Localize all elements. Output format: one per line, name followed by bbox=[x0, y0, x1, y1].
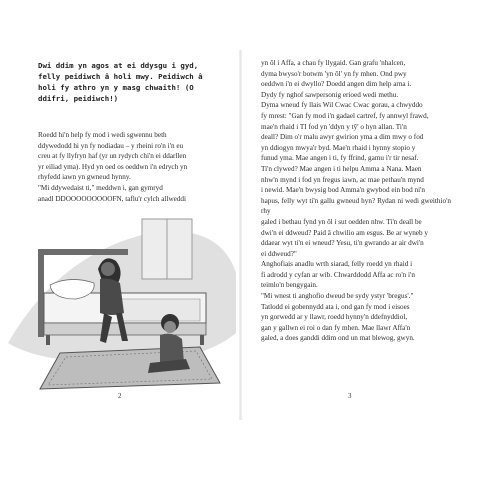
right-paragraph: yn ôl i Affa, a chau fy llygaid. Gan grafu 'nhalcen, dyma bwyso'r botwm 'yn ôl' yn fy mhen. Ond pwy oeddwn i'n ei dwyllo? Doedd angen dim help arna i. Dydy fy nghof sawpersonig erioed wedi methu. Dyma wneud fy llais Wil Cwac Cwac gorau, a chwyddo fy mrest: "Gan fy mod i'n gadael cartref, fy annwyl frawd, mae'n rhaid i TI fod yn 'ddyn y tŷ' o hyn allan. Ti'n deall? Dim o'r malu awyr gwirion yma a dim mwy o fod yn ddiogyn mwya'r byd. Mae'n rhaid i hynny stopio y funud yma. Mae angen i ti, fy ffrind, gamu i'r tir nesaf. Ti'n clywed? Mae angen i ti helpu Amma a Nana. Maen nhw'n mynd i fod yn fregus iawn, ac mae pethau'n mynd i newid. Mae'n bwysig bod Amma'n gwybod ein bod ni'n hapus, felly wyt ti'n gallu gwneud hyn? Rydan ni wedi gweithio'n rhy galed i bethau fynd yn ôl i sut oedden nhw. Ti'n deall be dwi'n ei ddweud? Paid â chwilio am esgus. Be ar wyneb y ddaear wyt ti'n ei wneud? Yesu, ti'n gwrando ar air dwi'n ei ddweud?" Anghofiais anadlu wrth siarad, felly roedd yn rhaid i fi adrodd y cyfan ar wib. Chwarddodd Affa ac ro'n i'n teimlo'n bengygain. "Mi wnest ti anghofio dweud be sydy ystyr 'bregus'." Tatlodd ei gobennydd ata i, ond gan fy mod i eisoes yn gorwedd ar y llawr, roedd hynny'n ddefnyddiol, gan y gallwn ei roi o dan fy mhen. Mae llawr Affa'n galed, a does ganddi ddim ond un mat blewog, gwyn. bbox=[261, 59, 451, 343]
left-body-text bbox=[38, 130, 216, 204]
handwritten-note bbox=[38, 60, 224, 104]
right-body-text bbox=[261, 58, 451, 344]
right-page bbox=[242, 0, 480, 480]
left-paragraph: Roedd hi'n help fy mod i wedi sgwennu beth ddywedodd hi yn fy nodiadau – y rheini ro'n i'n eu creu at fy llyfryn haf (yr un rydych chi'n ei ddarllen yr eiliad yma). Hyd yn oed os oeddwn i'n edrych yn rhyfedd iawn yn gwneud hynny. "Mi ddywedaist ti," meddwn i, gan gymryd anadl DDOOOOOOOOOFN, taflu'r cylch allweddi bbox=[38, 131, 188, 203]
handwritten-note-text: Dwi ddim yn agos at ei ddysgu i gyd, felly peidiwch â holi mwy. Peidiwch â holi fy athro yn y masg chwaith! (O ddifri, peidiwch!) bbox=[38, 61, 203, 103]
bedroom-illustration bbox=[0, 213, 240, 399]
left-page-number: 2 bbox=[118, 392, 122, 400]
right-page-number: 3 bbox=[348, 392, 352, 400]
